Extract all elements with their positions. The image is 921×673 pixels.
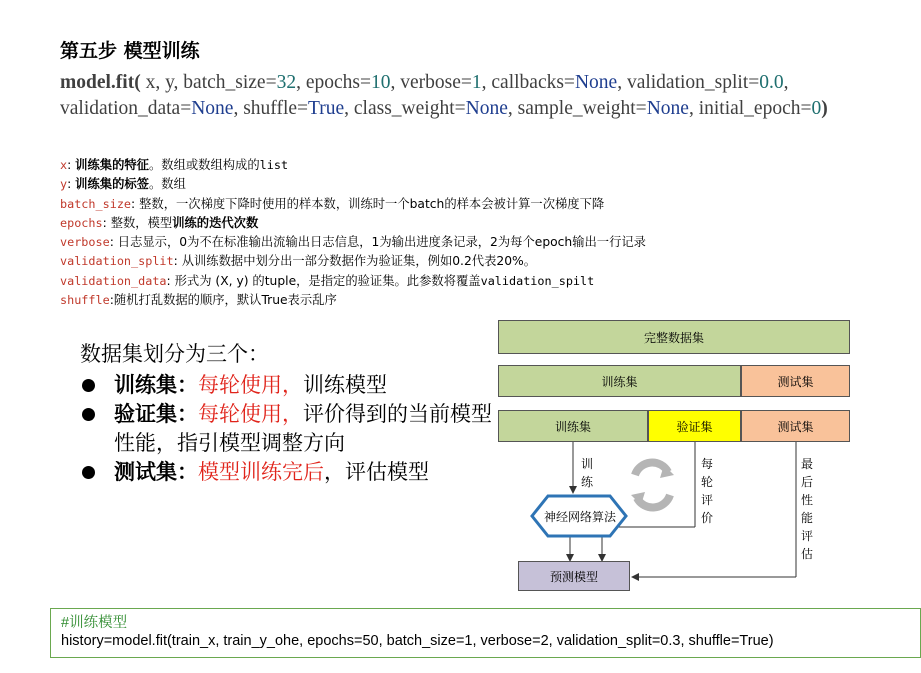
param-mono: validation_spilt (480, 273, 595, 288)
sig-value: 10 (371, 72, 391, 93)
param-desc: 整数，一次梯度下降时使用的样本数，训练时一个batch的样本会被计算一次梯度下降 (139, 196, 605, 211)
list-item (80, 371, 510, 400)
test-box: 测试集 (741, 365, 850, 397)
item-text: 评价得到的当前模型性能，指引模型调整方向 (114, 402, 492, 455)
item-highlight: 模型训练完后 (198, 460, 324, 484)
sig-value: None (574, 72, 618, 93)
model-box: 预测模型 (518, 561, 630, 591)
sig-value: 0 (811, 98, 822, 119)
param-sep: : (109, 293, 114, 308)
param-sep: : (67, 158, 76, 172)
param-desc: 形式为 (X, y) 的tuple，是指定的验证集。此参数将覆盖 (174, 273, 481, 288)
item-label: 测试集： (114, 460, 198, 484)
page-title: 第五步 模型训练 (60, 40, 200, 62)
item-text: ，评估模型 (324, 460, 429, 484)
param-desc: 。数组或数组构成的 (148, 158, 260, 172)
item-label: 验证集： (114, 402, 198, 426)
sig-text: , callbacks= (481, 72, 575, 93)
list-heading: 数据集划分为三个： (80, 342, 269, 366)
param-name: batch_size (60, 196, 132, 211)
param-name: validation_data (60, 273, 167, 288)
list-item (80, 458, 510, 487)
param-bold: 训练集的标签 (75, 177, 149, 192)
train-box: 训练集 (498, 410, 648, 442)
fit-signature (60, 70, 880, 122)
item-highlight: 每轮使用， (198, 402, 303, 426)
item-highlight: 每轮使用， (198, 373, 303, 397)
code-box (50, 608, 921, 658)
fit-func: model.fit( (60, 72, 141, 93)
train-arrow-label: 训 练 (581, 457, 594, 489)
val-arrow-label: 每 轮 评 价 (701, 457, 714, 525)
algo-label: 神经网络算法 (543, 509, 616, 524)
full-dataset-box: 完整数据集 (498, 320, 850, 354)
sig-value: True (308, 98, 345, 119)
param-sep: : (67, 177, 76, 192)
sig-text: , validation_split= (617, 72, 760, 93)
sig-value: None (646, 98, 689, 119)
param-desc: 日志显示，0为不在标准输出流输出日志信息，1为输出进度条记录，2为每个epoch输出一行记录 (117, 235, 646, 250)
sig-value: None (191, 98, 234, 119)
sig-value: 32 (276, 72, 297, 93)
bullet-dot-icon (82, 379, 95, 392)
sig-value: 0.0 (759, 72, 784, 93)
sig-text: x, y, batch_size= (140, 72, 277, 93)
param-row (60, 272, 860, 291)
test-box: 测试集 (741, 410, 850, 442)
param-row (60, 175, 860, 194)
param-sep: : (109, 235, 118, 250)
param-bold: 训练集的特征 (75, 158, 149, 172)
sig-text: , class_weight= (344, 98, 466, 119)
cycle-icon (631, 463, 674, 508)
sig-text: , validation_data= (60, 72, 789, 119)
sig-text: , shuffle= (233, 98, 309, 119)
param-desc: 随机打乱数据的顺序，默认True表示乱序 (113, 293, 337, 308)
param-list (60, 156, 860, 310)
param-row (60, 291, 860, 310)
sig-value: 1 (471, 72, 482, 93)
param-sep: : (131, 196, 140, 211)
train-box: 训练集 (498, 365, 741, 397)
bullet-dot-icon (82, 408, 95, 421)
code-comment: #训练模型 (61, 615, 128, 631)
list-item (80, 400, 510, 458)
sig-value: None (465, 98, 508, 119)
test-arrow-label: 最 后 性 能 评 估 (801, 457, 814, 561)
param-row (60, 214, 860, 233)
param-sep: : (166, 273, 175, 288)
param-sep: : (173, 254, 182, 269)
param-name: verbose (60, 235, 110, 250)
param-row (60, 252, 860, 271)
code-line: history=model.fit(train_x, train_y_ohe, epochs=50, batch_size=1, verbose=2, validation_split=0.3, shuffle=True) (61, 633, 774, 649)
param-row (60, 195, 860, 214)
sig-text: , verbose= (390, 72, 472, 93)
param-name: epochs (60, 215, 103, 230)
sig-text: , sample_weight= (507, 98, 647, 119)
param-desc: 整数，模型 (110, 215, 173, 230)
validation-box: 验证集 (648, 410, 741, 442)
dataset-diagram (490, 315, 870, 595)
param-name: validation_split (60, 254, 174, 269)
param-desc: 。数组 (148, 177, 186, 192)
param-row (60, 156, 860, 175)
param-mono: list (259, 158, 289, 172)
param-name: y (60, 177, 68, 192)
param-row (60, 233, 860, 252)
bullet-dot-icon (82, 466, 95, 479)
item-text: 训练模型 (303, 373, 387, 397)
param-bold: 训练的迭代次数 (172, 215, 259, 230)
item-label: 训练集： (114, 373, 198, 397)
sig-text: , initial_epoch= (688, 98, 812, 119)
param-name: shuffle (60, 293, 110, 308)
sig-text: ) (821, 98, 828, 119)
sig-text: , epochs= (296, 72, 371, 93)
param-name: x (60, 158, 68, 172)
dataset-split-list (80, 340, 510, 487)
param-sep: : (102, 215, 111, 230)
param-desc: 从训练数据中划分出一部分数据作为验证集，例如0.2代表20%。 (181, 254, 537, 269)
